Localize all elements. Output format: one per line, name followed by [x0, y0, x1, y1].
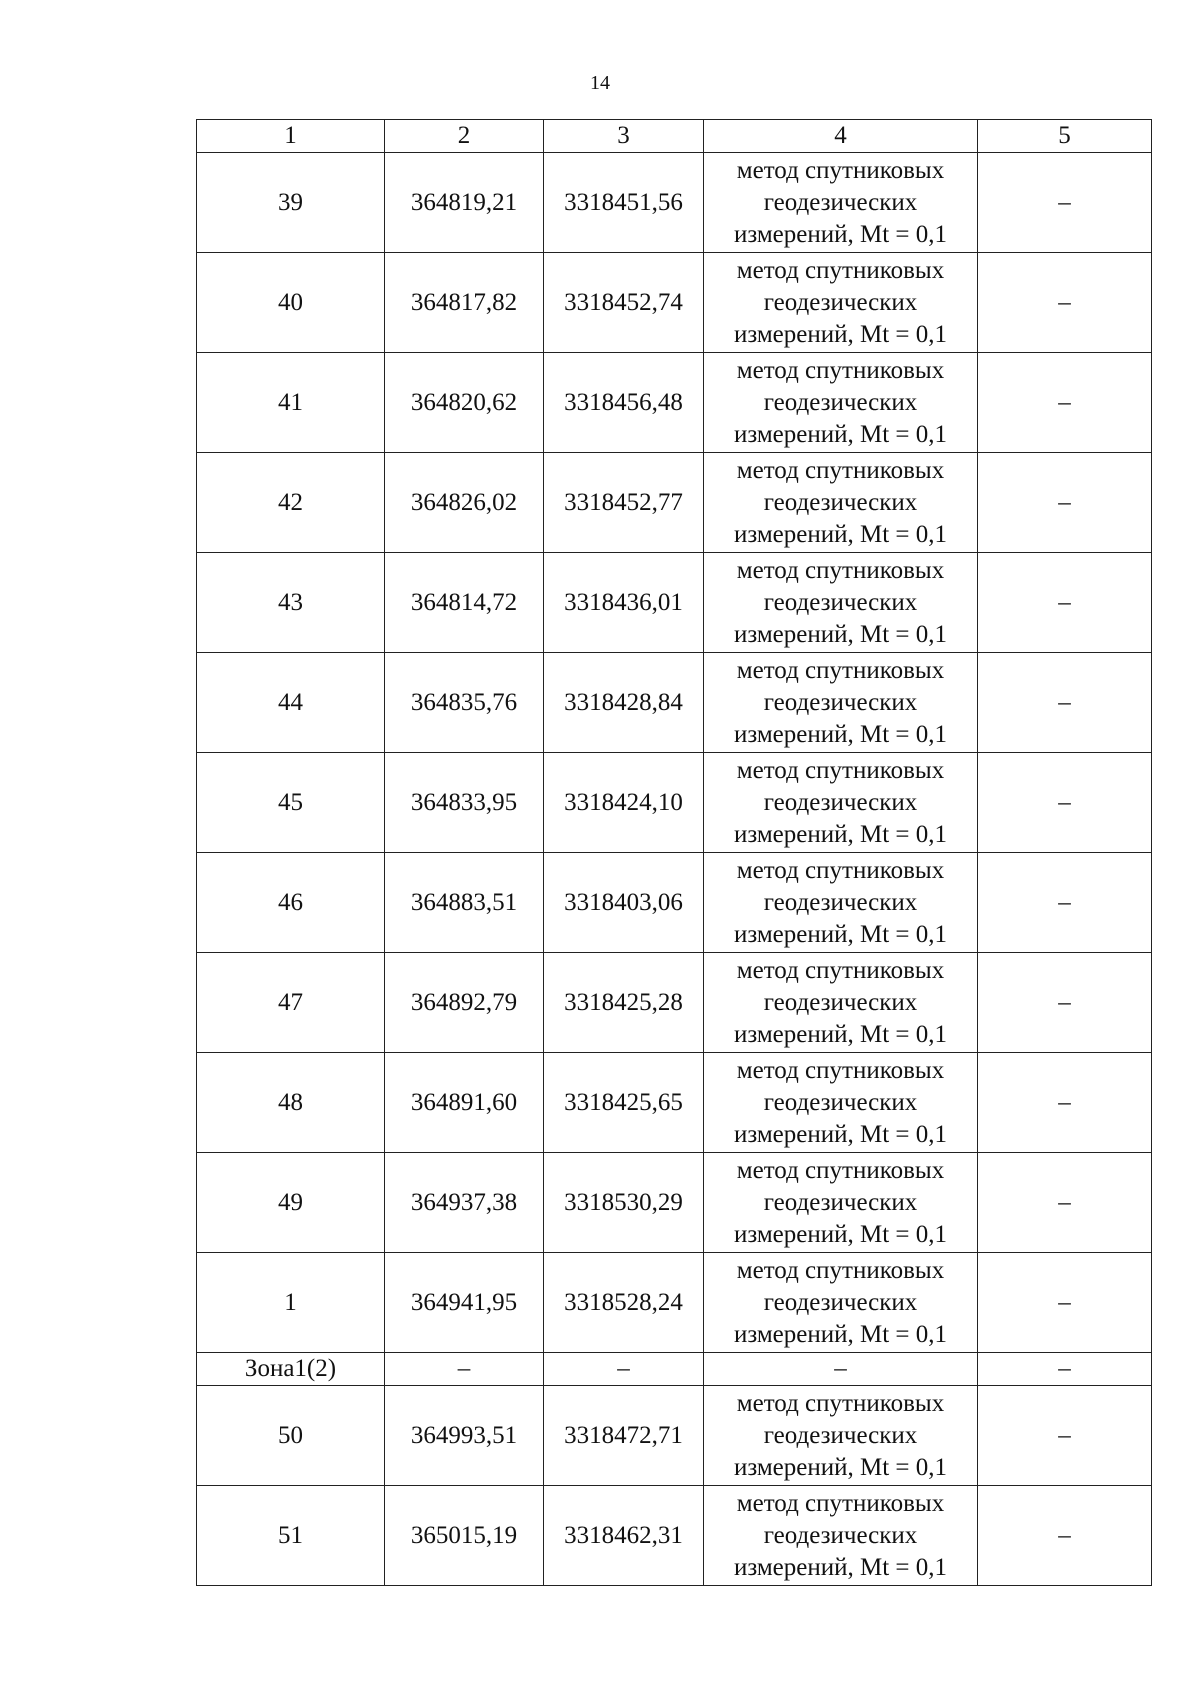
cell-point-number: 48 [197, 1053, 385, 1153]
method-line: геодезических [763, 1521, 918, 1549]
method-line: метод спутниковых [736, 156, 945, 184]
table-row [197, 653, 1152, 753]
method-line: метод спутниковых [736, 856, 945, 884]
cell-method [704, 453, 978, 553]
cell-x: – [385, 1353, 544, 1386]
cell-method [704, 553, 978, 653]
method-line: метод спутниковых [736, 1256, 945, 1284]
cell-y: 3318436,01 [544, 553, 704, 653]
method-line: метод спутниковых [736, 556, 945, 584]
method-line: измерений, Mt = 0,1 [733, 320, 948, 348]
method-line: измерений, Mt = 0,1 [733, 1220, 948, 1248]
zone-row [197, 1353, 1152, 1386]
method-line: метод спутниковых [736, 756, 945, 784]
method-line: измерений, Mt = 0,1 [733, 1553, 948, 1581]
cell-note: – [978, 653, 1152, 753]
cell-y: 3318424,10 [544, 753, 704, 853]
cell-note: – [978, 453, 1152, 553]
method-line: геодезических [763, 188, 918, 216]
cell-x: 364819,21 [385, 153, 544, 253]
method-line: метод спутниковых [736, 1489, 945, 1517]
cell-note: – [978, 853, 1152, 953]
cell-x: 364883,51 [385, 853, 544, 953]
method-line: измерений, Mt = 0,1 [733, 820, 948, 848]
method-line: измерений, Mt = 0,1 [733, 1320, 948, 1348]
cell-y: 3318472,71 [544, 1386, 704, 1486]
cell-x: 364826,02 [385, 453, 544, 553]
method-line: метод спутниковых [736, 456, 945, 484]
cell-x: 364891,60 [385, 1053, 544, 1153]
cell-note: – [978, 1386, 1152, 1486]
page-number: 14 [590, 72, 610, 94]
table-row [197, 553, 1152, 653]
table-row [197, 1486, 1152, 1586]
cell-point-number: 49 [197, 1153, 385, 1253]
method-line: измерений, Mt = 0,1 [733, 420, 948, 448]
cell-method [704, 153, 978, 253]
method-line: геодезических [763, 1421, 918, 1449]
cell-method [704, 653, 978, 753]
cell-note: – [978, 1353, 1152, 1386]
cell-point-number: 43 [197, 553, 385, 653]
method-line: геодезических [763, 1088, 918, 1116]
cell-x: 364817,82 [385, 253, 544, 353]
cell-method [704, 253, 978, 353]
cell-point-number: 47 [197, 953, 385, 1053]
method-line: геодезических [763, 488, 918, 516]
column-header-4: 4 [704, 120, 978, 153]
method-line: измерений, Mt = 0,1 [733, 1453, 948, 1481]
method-line: метод спутниковых [736, 1156, 945, 1184]
method-line: измерений, Mt = 0,1 [733, 1120, 948, 1148]
cell-x: 364993,51 [385, 1386, 544, 1486]
method-line: метод спутниковых [736, 956, 945, 984]
cell-point-number: 42 [197, 453, 385, 553]
cell-method [704, 753, 978, 853]
cell-method [704, 1153, 978, 1253]
method-line: геодезических [763, 788, 918, 816]
method-line: геодезических [763, 288, 918, 316]
cell-note: – [978, 953, 1152, 1053]
cell-y: 3318452,77 [544, 453, 704, 553]
cell-y: 3318425,65 [544, 1053, 704, 1153]
cell-y: 3318451,56 [544, 153, 704, 253]
method-line: геодезических [763, 1288, 918, 1316]
cell-y: 3318403,06 [544, 853, 704, 953]
cell-note: – [978, 1053, 1152, 1153]
table-header-row [197, 120, 1152, 153]
method-line: измерений, Mt = 0,1 [733, 220, 948, 248]
column-header-5: 5 [978, 120, 1152, 153]
zone-label: Зона1(2) [197, 1353, 385, 1386]
cell-note: – [978, 1253, 1152, 1353]
method-line: геодезических [763, 688, 918, 716]
column-header-2: 2 [385, 120, 544, 153]
cell-method [704, 953, 978, 1053]
cell-method [704, 1386, 978, 1486]
cell-method: – [704, 1353, 978, 1386]
method-line: метод спутниковых [736, 256, 945, 284]
cell-y: 3318456,48 [544, 353, 704, 453]
method-line: геодезических [763, 388, 918, 416]
coordinates-table [196, 119, 1152, 1586]
cell-note: – [978, 553, 1152, 653]
cell-y: 3318425,28 [544, 953, 704, 1053]
cell-y: 3318462,31 [544, 1486, 704, 1586]
cell-note: – [978, 253, 1152, 353]
cell-y: – [544, 1353, 704, 1386]
cell-method [704, 853, 978, 953]
cell-note: – [978, 1486, 1152, 1586]
cell-method [704, 1486, 978, 1586]
cell-method [704, 1253, 978, 1353]
method-line: измерений, Mt = 0,1 [733, 1020, 948, 1048]
coordinates-table-body [197, 120, 1152, 1586]
cell-point-number: 39 [197, 153, 385, 253]
table-row [197, 1386, 1152, 1486]
table-row [197, 953, 1152, 1053]
cell-point-number: 51 [197, 1486, 385, 1586]
method-line: геодезических [763, 588, 918, 616]
cell-y: 3318530,29 [544, 1153, 704, 1253]
cell-point-number: 40 [197, 253, 385, 353]
table-row [197, 453, 1152, 553]
cell-point-number: 46 [197, 853, 385, 953]
cell-note: – [978, 353, 1152, 453]
method-line: измерений, Mt = 0,1 [733, 520, 948, 548]
method-line: геодезических [763, 1188, 918, 1216]
method-line: измерений, Mt = 0,1 [733, 720, 948, 748]
cell-x: 364820,62 [385, 353, 544, 453]
cell-x: 364937,38 [385, 1153, 544, 1253]
cell-point-number: 44 [197, 653, 385, 753]
cell-y: 3318528,24 [544, 1253, 704, 1353]
cell-x: 364892,79 [385, 953, 544, 1053]
cell-note: – [978, 153, 1152, 253]
table-row [197, 153, 1152, 253]
cell-x: 364814,72 [385, 553, 544, 653]
cell-point-number: 45 [197, 753, 385, 853]
table-row [197, 1253, 1152, 1353]
cell-point-number: 1 [197, 1253, 385, 1353]
cell-x: 364835,76 [385, 653, 544, 753]
cell-point-number: 50 [197, 1386, 385, 1486]
cell-method [704, 353, 978, 453]
method-line: измерений, Mt = 0,1 [733, 620, 948, 648]
method-line: геодезических [763, 988, 918, 1016]
cell-note: – [978, 1153, 1152, 1253]
cell-x: 364833,95 [385, 753, 544, 853]
table-row [197, 753, 1152, 853]
cell-y: 3318428,84 [544, 653, 704, 753]
table-row [197, 1053, 1152, 1153]
cell-method [704, 1053, 978, 1153]
column-header-3: 3 [544, 120, 704, 153]
table-row [197, 1153, 1152, 1253]
column-header-1: 1 [197, 120, 385, 153]
method-line: геодезических [763, 888, 918, 916]
cell-point-number: 41 [197, 353, 385, 453]
method-line: метод спутниковых [736, 1056, 945, 1084]
method-line: метод спутниковых [736, 656, 945, 684]
cell-note: – [978, 753, 1152, 853]
table-row [197, 853, 1152, 953]
method-line: метод спутниковых [736, 1389, 945, 1417]
table-row [197, 253, 1152, 353]
cell-x: 364941,95 [385, 1253, 544, 1353]
cell-x: 365015,19 [385, 1486, 544, 1586]
cell-y: 3318452,74 [544, 253, 704, 353]
method-line: измерений, Mt = 0,1 [733, 920, 948, 948]
method-line: метод спутниковых [736, 356, 945, 384]
table-row [197, 353, 1152, 453]
